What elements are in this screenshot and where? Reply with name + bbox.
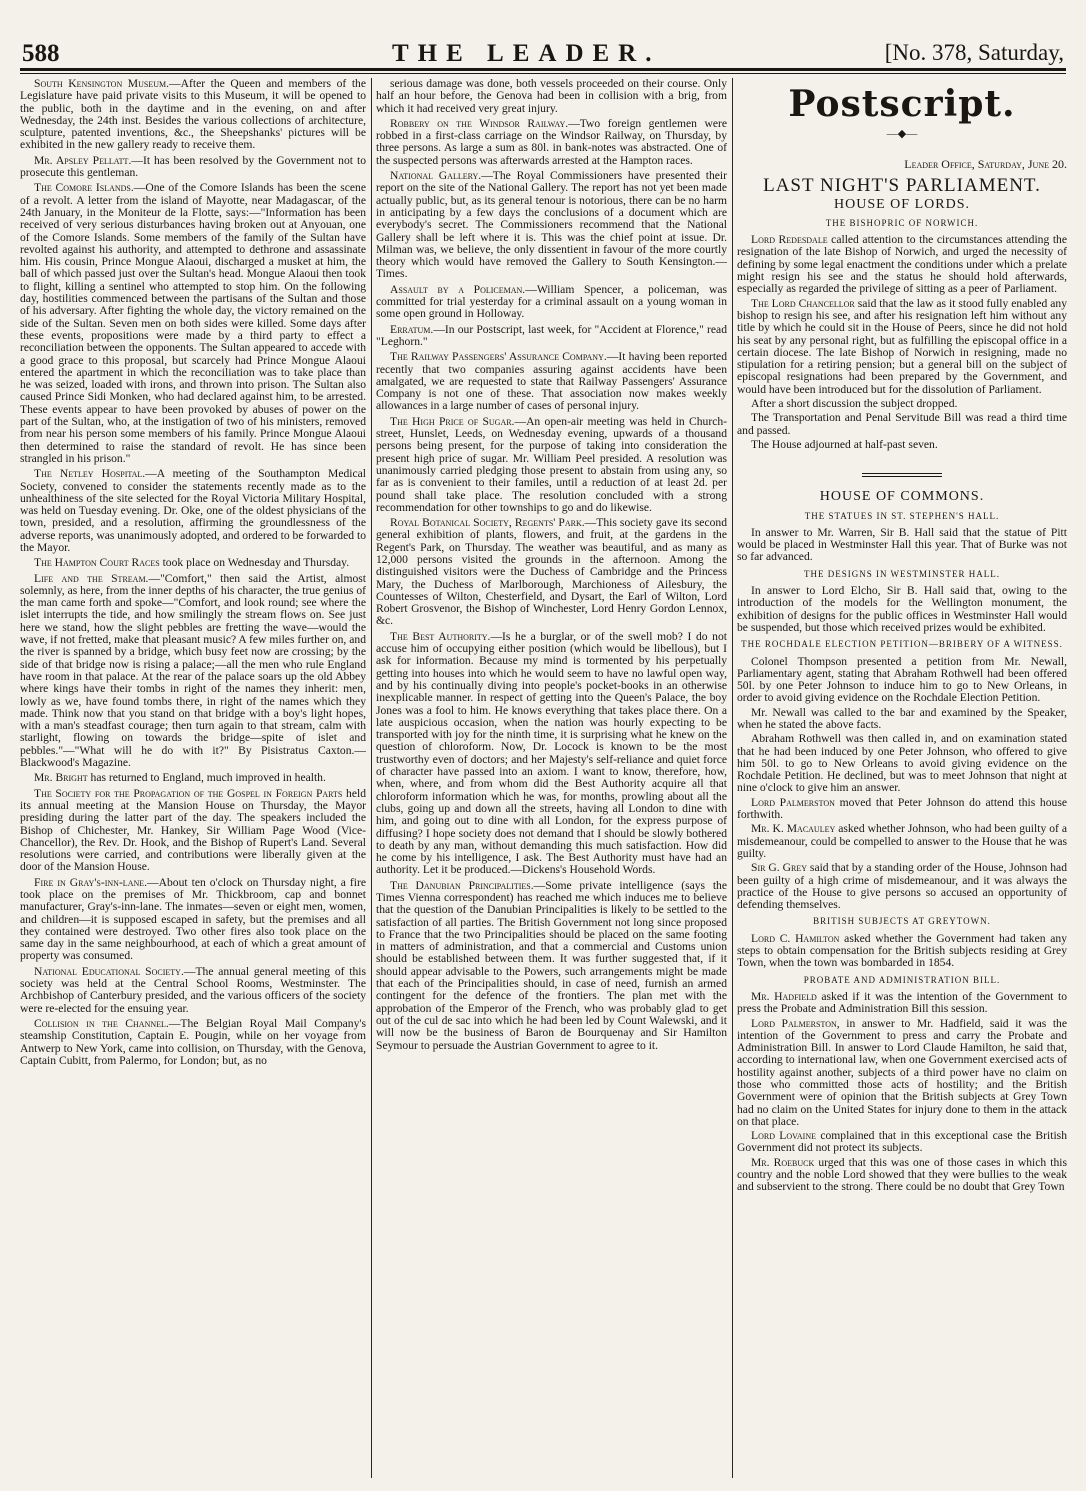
article-heading: Lord Palmerston [751,795,835,809]
debate-subheading: THE DESIGNS IN WESTMINSTER HALL. [803,568,1001,579]
debate-subheading: BRITISH SUBJECTS AT GREYTOWN. [813,916,991,927]
dateline: Leader Office, Saturday, June 20. [904,157,1067,171]
article-heading: The Best Authority. [390,629,491,643]
article-paragraph [737,527,1067,564]
article-text: asked if it was the intention of the Government to press the Probate and Administration Bill this session. [737,989,1067,1016]
article-text: , in answer to Mr. Hadfield, said it was the intention of the Government to press and carry the Probate and Administration Bill. In answer to Lord Claude Hamilton, he said that, according to international law, when one Government exercised acts of hostility against another, subjects of a third power have no claim on those who committed those acts of hostility; and the British Government were of opinion that the British subjects at Grey Town had no claim on the United States for injury done to them in the attack on that place. [737,1016,1067,1128]
article-heading: The Hampton Court Races [34,556,160,570]
article-heading: The Society for the Propagation of the Gospel in Foreign Parts [34,786,343,800]
article-text: Abraham Rothwell was then called in, and on examination stated that he had been induced by one Peter Johnson, who offered to give him 50l. to go to New Orleans to avoid giving evidence on the Rochdale Petition. He declined, but was to meet Johnson that night at nine o'clock to give him an answer. [737,732,1067,795]
article-paragraph [737,991,1067,1016]
article-heading: Sir G. Grey [751,861,807,875]
article-text: said that by a standing order of the House, Johnson had been guilty of a high crime of misdemeanour, and it was always the practice of the House to give persons so accused an opportunity of defending themselves. [737,861,1067,912]
article-text: —This society gave its second general exhibition of plants, flowers, and fruit, at the gardens in the Regent's Park, on Thursday. The weather was beautiful, and as many as 12,000 persons visited the grounds in the afternoon. Among the distinguished visitors were the Duchess of Cambridge and the Princess Mary, the Duchess of Marlborough, Marchioness of Ailesbury, the Countesses of Wilton, Chesterfield, and Dysart, the Earl of Wilton, Lord Robert Grosvenor, the Bishop of Winchester, Lord Henry Gordon Lennox, &c. [376,516,727,628]
article-heading: Mr. Bright [34,771,88,785]
article-heading: Mr. Apsley Pellatt. [34,153,132,167]
article-text: took place on Wednesday and Thursday. [159,556,350,570]
article-text: —A meeting of the Southampton Medical Society, convened to consider the statements recently made as to the unhealthiness of the site selected for the Royal Victoria Military Hospital, was held on Tuesday evening. Dr. Oke, one of the oldest physicians of the town, presided, and a resolution, affirming the groundlessness of the adverse reports, was unanimously adopted, and ordered to be forwarded to the Mayor. [20,467,366,554]
article-text: asked whether Johnson, who had been guilty of a misdemeanour, could be compelled to answer to the House that he was guilty. [737,822,1067,860]
article-paragraph [20,877,366,963]
article-heading: South Kensington Museum. [34,78,170,90]
article-text: —It having been reported recently that two companies assuring against accidents have been amalgated, we are requested to state that Railway Passengers' Assurance Company is not one of these. That association now makes weekly allowances in a large number of cases of personal injury. [376,350,727,413]
debate-subheading: THE BISHOPRIC OF NORWICH. [825,217,979,228]
article-paragraph [20,182,366,465]
article-paragraph [737,1018,1067,1129]
article-heading: Mr. Hadfield [751,989,817,1003]
article-paragraph [737,234,1067,295]
article-text: said that the law as it stood fully enabled any bishop to resign his see, and after his resignation left him without any title by which he could sit in the House of Peers, since he did not hold his seat by any personal right, but as fulfilling the episcopal office in a certain diocese. The late Bishop of Norwich in resigning, made no stipulation for a retiring pension; but a general bill on the subject of episcopal resignations had been prepared by the Government, and would have been introduced but for the dissolution of Parliament. [737,296,1067,396]
article-text: held its annual meeting at the Mansion House on Thursday, the Mayor presiding during the latter part of the day. The speakers included the Bishop of Chichester, Mr. Hankey, Sir William Page Wood (Vice-Chancellor), the Rev. Dr. Hook, and the Bishop of Rupert's Land. Several resolutions were carried, and contributions were liberally given at the door of the Mansion House. [20,786,366,874]
article-text: —It has been resolved by the Government not to prosecute this gentleman. [20,153,366,180]
article-heading: Fire in Gray's-inn-lane. [34,875,148,889]
article-paragraph [737,797,1067,822]
article-heading: The Danubian Principalities. [390,878,534,892]
article-paragraph [20,772,366,784]
article-paragraph [737,398,1067,410]
article-heading: Robbery on the Windsor Railway. [390,116,569,130]
debate-subheading: PROBATE AND ADMINISTRATION BILL. [803,974,1001,985]
article-paragraph [376,517,727,628]
article-paragraph [376,118,727,167]
lords-report [737,217,1067,451]
article-heading: Royal Botanical Society, Regents' Park. [390,516,585,530]
commons-report [737,510,1067,1194]
debate-subheading: THE ROCHDALE ELECTION PETITION—BRIBERY OF A WITNESS. [741,639,1063,650]
article-paragraph [376,880,727,1052]
article-heading: Mr. Roebuck [751,1155,815,1169]
article-paragraph [737,412,1067,437]
article-text: urged that this was one of those cases in which this country and the noble Lord showed that they were bullies to the weak and subservient to the strong. There could be no doubt that Grey Town [737,1155,1067,1194]
article-paragraph [376,78,727,115]
article-text: Mr. Newall was called to the bar and examined by the Speaker, when he stated the above facts. [737,705,1067,731]
article-text: asked whether the Government had taken any steps to obtain compensation for the British subjects residing at Grey Town, when the town was bombarded in 1854. [737,931,1067,970]
article-text: In answer to Lord Elcho, Sir B. Hall said that, owing to the introduction of the models for the Wellington monument, the exhibition of designs for the public offices in Westminster Hall would be suspended, but those which received prizes would be exhibited. [737,584,1067,634]
article-text: complained that in this exceptional case the British Government did not protect its subjects. [737,1129,1067,1155]
article-paragraph [20,468,366,554]
newspaper-title: THE LEADER. [392,40,661,67]
article-paragraph [737,439,1067,451]
article-text: The House adjourned at half-past seven. [751,437,938,451]
article-paragraph [376,324,727,349]
article-heading: Lord Palmerston [751,1016,837,1030]
article-paragraph [20,573,366,770]
article-text: —One of the Comore Islands has been the scene of a revolt. A letter from the island of Mayotte, near Madagascar, of the 24th January, in the Moniteur de la Flotte, says:—"Information has been received of very serious disturbances having broken out at Anyouan, one of the Comore Islands. Some members of the family of the Sultan have revolted against his authority, and attempted to dethrone and assassinate him. His cousin, Prince Mongue Alaoui, discharged a musket at him, the ball of which passed just over the Sultan's head. Mongue Alaoui then took to flight, killing a sentinel who attempted to stop him. On the following day, hostilities commenced between the partisans of the Sultan and those of his adversary. After fighting the whole day, the victory remained on the side of the Sultan. Seven men on both sides were killed. Some days after these events, propositions were made by a third party to effect a reconciliation between the opponents. The Sultan appeared to accede with a good grace to this proposal, but scarcely had Prince Mongue Alaoui entered the apartment in which the reconciliation was to take place than he was seized, loaded with irons, and thrown into prison. The Sultan also caused Prince Sidi Monken, who had declared against him, to be arrested. These events appear to have been provoked by abuses of power on the part of the Sultan, who, at the instigation of two of his ministers, removed from near his person some members of his family. Prince Mongue Alaoui then determined to raise the standard of revolt. He has since been strangled in his prison." [20,181,366,465]
article-text: —In our Postscript, last week, for "Accident at Florence," read "Leghorn." [376,322,727,348]
article-text: In answer to Mr. Warren, Sir B. Hall said that the statue of Pitt would be placed in Westminster Hall this year. That of Burke was not so far advanced. [737,525,1067,564]
article-paragraph [737,707,1067,732]
article-heading: The Railway Passengers' Assurance Company. [390,350,607,364]
article-paragraph [20,557,366,569]
article-paragraph [376,170,727,281]
article-paragraph [376,416,727,514]
article-paragraph [737,585,1067,634]
article-text: The Transportation and Penal Servitude Bill was read a third time and passed. [737,411,1067,437]
article-paragraph [737,823,1067,860]
article-paragraph [737,1130,1067,1155]
article-heading: Life and the Stream. [34,571,149,585]
article-text: —Is he a burglar, or of the swell mob? I do not accuse him of occupying either position (which would be libellous), but I ask for information. Because my mind is tormented by his perpetually getting into houses into which he would seem to have no lawful open way, and by his continually diving into people's pocket-books in an otherwise inexplicable manner. In respect of getting into the Queen's Palace, the boy Jones was a fool to him. He knows everything that takes place there. On a late auspicious occasion, when the nation was hourly expecting to be transported with joy for the ninth time, it is surprising what he knew on the question of chloroform. Now, Dr. Locock is known to be the most trustworthy even of doctors; and her Majesty's self-reliance and quiet force of character have passed into an axiom. I want to know, therefore, how, when, where, and from whom did the Best Authority acquire all that chloroform information which he was, for months, prowling about all the clubs, going up and down all the streets, having all London to dine with him, and going out to dine with all London, for the express purpose of diffusing? I hope society does not demand that I should be slowly bothered to death by any man, without demanding this much satisfaction. How did he come by his intelligence, I ask. The Best Authority must have had an authority. Let it be produced.—Dickens's Household Words. [376,629,727,877]
header-rule [20,68,1066,74]
article-heading: National Gallery. [390,169,482,183]
article-heading: Lord Redesdale [751,233,828,247]
article-heading: National Educational Society. [34,964,184,978]
article-text: serious damage was done, both vessels proceeded on their course. Only half an hour before, the Genova had been in collision with a brig, from which it had received very great injury. [376,78,727,115]
article-paragraph [376,284,727,321]
article-paragraph [20,788,366,874]
article-paragraph [737,298,1067,396]
article-heading: The High Price of Sugar. [390,414,515,428]
article-heading: Lord Lovaine [751,1129,817,1143]
article-text: —The annual general meeting of this society was held at the Central School Rooms, Westminster. The Archbishop of Canterbury presided, and the various officers of the society were re-elected for the ensuing year. [20,964,366,1015]
article-heading: The Comore Islands. [34,181,134,195]
article-text: —William Spencer, a policeman, was committed for trial yesterday for a criminal assault on a young woman in some open ground in Holloway. [376,282,727,321]
article-heading: Collision in the Channel. [34,1016,169,1030]
house-of-commons-heading: HOUSE OF COMMONS. [819,489,985,505]
postscript-title: Postscript. [788,83,1016,125]
house-of-lords-heading: HOUSE OF LORDS. [834,196,970,212]
article-paragraph [20,78,366,152]
article-text: —The Royal Commissioners have presented their report on the site of the National Gallery. The report has not yet been made actually public, but, as its general tenour is notorious, there can be no harm in anticipating by a few days the conclusions of a document which are everybody's secret. The Commissioners recommend that the National Gallery shall be left where it is. This was the chief point at issue. Dr. Milman was, we believe, the only dissentient in favour of the more courtly theory which would have removed the Gallery to South Kensington.—Times. [376,169,727,281]
article-paragraph [737,656,1067,705]
article-paragraph [20,1018,366,1067]
article-text: —"Comfort," then said the Artist, almost solemnly, as here, from the inner depths of his character, the true genius of the man came forth and spoke—"Comfort, and look round; see where the islet interrupts the tide, and how smilingly the stream flows on. See just here we stand, how the slight pebbles are fretting the wave—would the wave, if not fretted, make that pleasant music? A few miles further on, and the river is spanned by a bridge, which busy feet now are crossing; by the side of that bridge now is rising a palace;—all the men who rule England have room in that palace. At the rear of the palace soars up the old Abbey where kings have their tombs in right of the names they inherit: men, lowly as we, have found tombs there, in right of the names which they made. Think now that you stand on that bridge with a boy's light hopes, with a man's steadfast courage; then turn again to that stream, calm with starlight, flowing on towards the bridge—spite of islet and pebbles."—"What will he do with it?" By Pisistratus Caxton.—Blackwood's Magazine. [20,571,366,770]
ornament-divider: —◆— [886,128,918,140]
article-paragraph [737,1157,1067,1194]
article-text: —About ten o'clock on Thursday night, a fire took place on the premises of Mr. Thickbroom, cap and bonnet manufacturer, Gray's-inn-lane. The inmates—seven or eight men, women, and children—it is supposed escaped in safety, but the premises and all they contained were destroyed. Two other fires also took place on the same day in the same neighbourhood, at each of which a great amount of property was consumed. [20,875,366,963]
article-heading: Erratum. [390,322,434,336]
article-text: —Two foreign gentlemen were robbed in a first-class carriage on the Windsor Railway, on Thursday, by three persons. As large a sum as 80l. in bank-notes was abstracted. One of the suspected persons was afterwards arrested at the Hampton races. [376,116,727,167]
article-text: —An open-air meeting was held in Church-street, Hunslet, Leeds, on Wednesday evening, upwards of a thousand persons being present, for the purpose of taking into consideration the present high price of sugar. Mr. William Peel presided. A resolution was unanimously carried pledging those present to abstain from using any, so far as is convenient to their familes, until a reduction of at least 2d. per pound shall take place. The resolution concluded with a strong recommendation for other townships to go and do likewise. [376,414,727,514]
parliament-heading: LAST NIGHT'S PARLIAMENT. [763,175,1041,197]
article-text: —After the Queen and members of the Legislature have paid private visits to this Museum, it will be opened to the public, both in the daytime and in the evening, on and after Wednesday, the 24th inst. Besides the various collections of architecture, sculpture, patented inventions, &c., the Sheepshanks' pictures will be exhibited in the new gallery ready to receive them. [20,78,366,152]
article-paragraph [737,733,1067,794]
page-header [22,40,1064,70]
article-paragraph [376,631,727,877]
article-text: —Some private intelligence (says the Times Vienna correspondent) has reached me which induces me to believe that the question of the Danubian Principalities is likely to be settled to the satisfaction of all parties. The British Government not long since proposed to France that the two Principalities should be placed on the same footing in matters of administration, and that a commercial and Customs union should be established between them. It was further suggested that, if it should appear advisable to the Powers, such arrangements might be made that each of the Principalities should, in case of need, furnish an armed contingent for the defence of the frontiers. The plan met with the approbation of the Emperor of the French, who was probably glad to get out of the cul de sac into which he had been led by Count Walewski, and it will now be the business of Baron de Bourquenay and Sir Hamilton Seymour to persuade the Austrian Government to agree to it. [376,878,727,1052]
article-paragraph [737,933,1067,970]
article-paragraph [737,862,1067,911]
article-paragraph [20,155,366,180]
article-text: has returned to England, much improved in health. [87,771,326,785]
article-heading: Assault by a Policeman. [390,282,526,296]
article-text: called attention to the circumstances attending the resignation of the late Bishop of Norwich, and urged the necessity of defining by some legal enactment the conditions under which a prelate might resign his see and the status he should hold afterwards, especially as regarded the privilege of sitting as a peer of Parliament. [737,233,1067,296]
article-paragraph [20,966,366,1015]
page-number: 588 [22,40,60,67]
article-heading: Lord C. Hamilton [751,931,840,945]
article-text: —The Belgian Royal Mail Company's steamship Constitution, Captain E. Pougin, while on her voyage from Antwerp to New York, came into collision, on Thursday, with the Genova, Captain Cubitt, from Palermo, for London; but, as no [20,1016,366,1067]
article-text: Colonel Thompson presented a petition from Mr. Newall, Parliamentary agent, stating that Abraham Rothwell had been offered 50l. by one Peter Johnson to induce him to go to New Orleans, in order to avoid giving evidence on the Rochdale Election Petition. [737,654,1067,705]
article-heading: The Netley Hospital. [34,467,146,481]
issue-label: [No. 378, Saturday, [884,40,1064,65]
column-divider [371,78,372,1478]
column-3-postscript [737,78,1067,1478]
column-divider [732,78,733,1478]
section-separator [862,473,942,477]
article-heading: The Lord Chancellor [751,296,855,310]
article-paragraph [376,351,727,412]
column-1 [20,78,366,1478]
debate-subheading: THE STATUES IN ST. STEPHEN'S HALL. [804,510,1000,521]
article-text: moved that Peter Johnson do attend this house forthwith. [737,795,1067,822]
article-heading: Mr. K. Macauley [751,822,836,836]
article-text: After a short discussion the subject dropped. [751,397,958,411]
column-2 [376,78,727,1478]
